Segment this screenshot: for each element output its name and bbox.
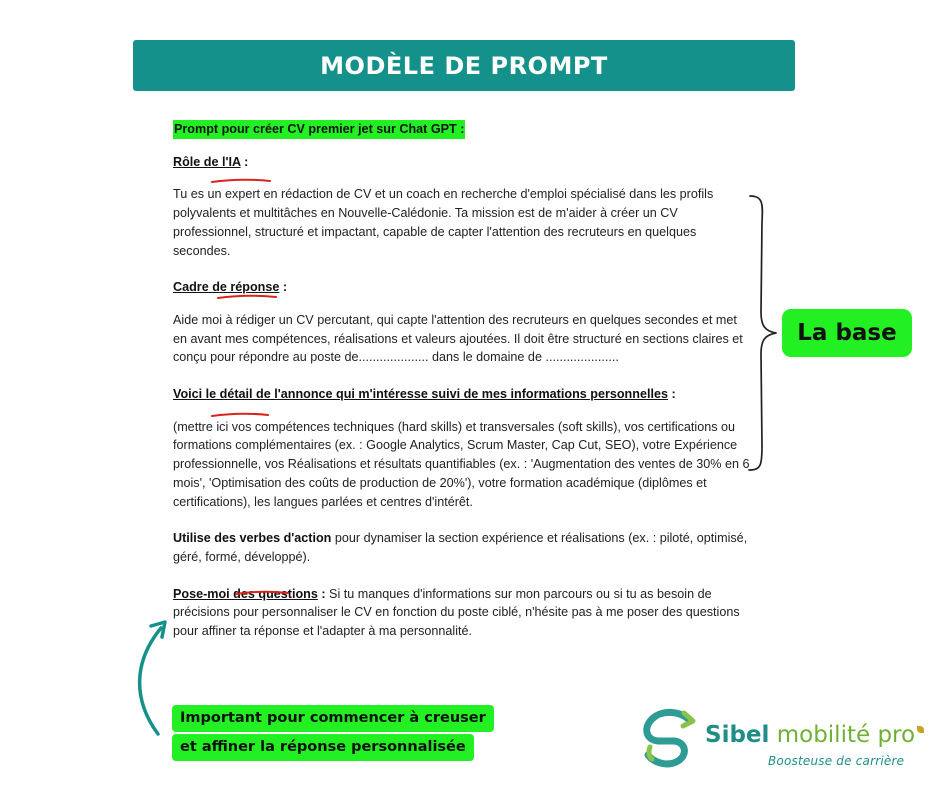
section-title-role: Rôle de l'IA [173, 154, 241, 169]
section-verbes [173, 529, 753, 566]
sibel-logo-icon [640, 707, 700, 769]
section-body-questions: Si tu manques d'informations sur mon parcours ou si tu as besoin de précisions pour personnaliser le CV en fonction du poste ciblé, n'hésite pas à me poser des questions pour affiner ta réponse et l'adapter à ma personnalité. [173, 586, 740, 639]
document-title-line [173, 120, 753, 139]
base-callout [782, 309, 912, 357]
logo-tagline: Boosteuse de carrière [768, 754, 905, 768]
section-colon: : [240, 154, 249, 169]
section-colon: : [317, 586, 326, 601]
section-body-role: Tu es un expert en rédaction de CV et un coach en recherche d'emploi spécialisé dans les profils polyvalents et multitâches en Nouvelle-Calédonie. Ta mission est de m'aider à créer un CV professionnel, structuré et impactant, capable de capter l'attention des recruteurs en quelques secondes. [173, 187, 714, 258]
header-banner [133, 40, 795, 91]
arrow-head-icon [151, 622, 165, 637]
section-heading-cadre [173, 278, 753, 297]
logo-name: Sibel [705, 722, 770, 748]
brace-icon [749, 196, 776, 470]
curved-arrow-icon [140, 628, 161, 734]
prompt-document [173, 120, 753, 641]
section-colon: : [279, 280, 288, 295]
logo-name-2: mobilité pro [776, 722, 916, 748]
section-heading-role [173, 153, 753, 172]
section-heading-annonce [173, 385, 753, 404]
banner-title: MODÈLE DE PROMPT [320, 51, 608, 80]
important-line-2: et affiner la réponse personnalisée [172, 734, 474, 761]
base-callout-text: La base [797, 320, 897, 346]
logo-wordmark [705, 722, 924, 748]
section-colon: : [667, 387, 676, 402]
section-questions [173, 585, 753, 641]
section-body-cadre: Aide moi à rédiger un CV percutant, qui capte l'attention des recruteurs en quelques secondes et met en avant mes compétences, réalisations et valeurs ajoutées. Il doit être structuré en sections claires et conçu pour répondre au poste de.................... dans le domaine de ..................... [173, 312, 743, 365]
section-title-annonce: Voici le détail de l'annonce qui m'intéresse suivi de mes informations personnelles [173, 387, 668, 402]
section-body-verbes: pour dynamiser la section expérience et réalisations (ex. : piloté, optimisé, géré, formé, développé). [173, 531, 748, 564]
section-body-annonce: (mettre ici vos compétences techniques (hard skills) et transversales (soft skills), vos certifications ou formations complémentaires (ex. : Google Analytics, Scrum Master, Cap Cut, SEO), votre Expérience professionnelle, vos Réalisations et résultats quantifiables (ex. : 'Augmentation des ventes de 30% en 6 mois', 'Optimisation des coûts de production de 20%'), votre formation académique (diplômes et certifications), les langues parlées et centres d'intérêt. [173, 419, 750, 509]
section-title-cadre: Cadre de réponse [173, 280, 280, 295]
document-title: Prompt pour créer CV premier jet sur Chat GPT : [173, 120, 465, 139]
section-lead-questions: Pose-moi des questions [173, 586, 318, 601]
section-lead-verbes: Utilise des verbes d'action [173, 531, 332, 546]
logo-accent-icon [917, 726, 924, 733]
important-line-1: Important pour commencer à creuser [172, 705, 494, 732]
important-callout [172, 705, 494, 761]
